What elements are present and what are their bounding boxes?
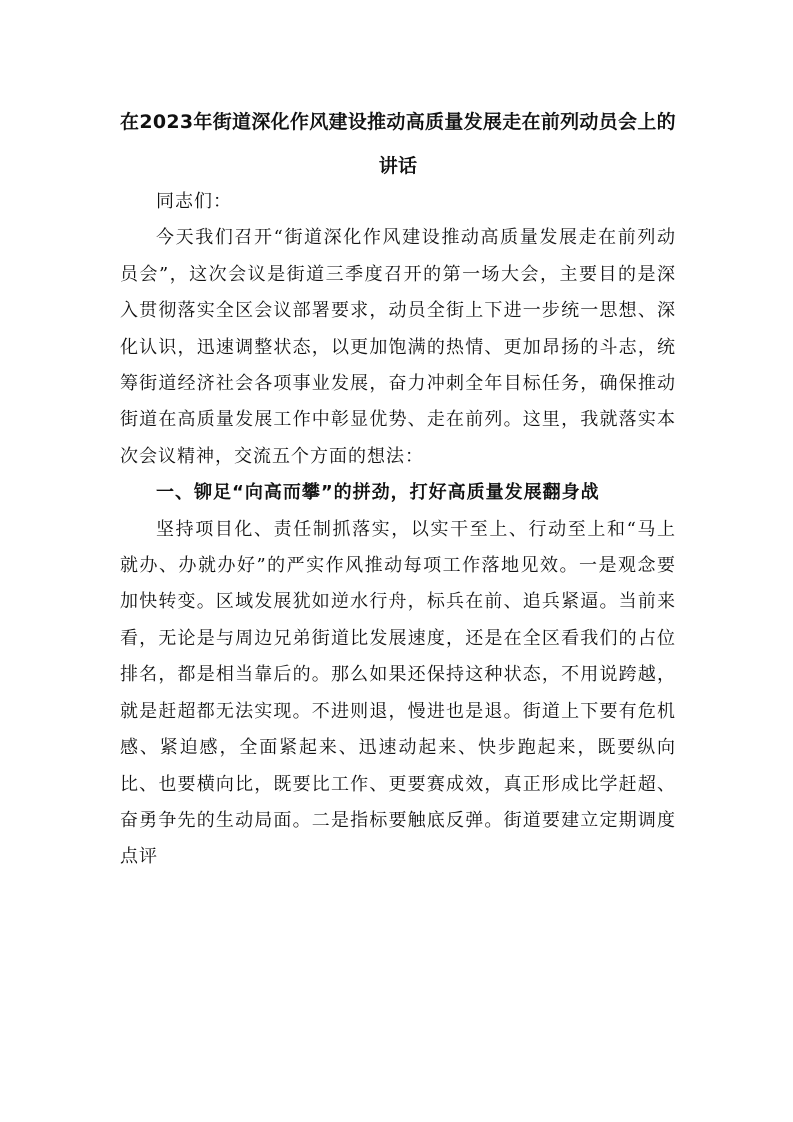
document-title: 在2023年街道深化作风建设推动高质量发展走在前列动员会上的讲话: [120, 111, 676, 177]
salutation: 同志们：: [156, 191, 232, 212]
intro-paragraph: 今天我们召开“街道深化作风建设推动高质量发展走在前列动员会”，这次会议是街道三季度召开的第一场大会，主要目的是深入贯彻落实全区会议部署要求，动员全街上下进一步统一思想、深化认识，迅速调整状态，以更加饱满的热情、更加昂扬的斗志，统筹街道经济社会各项事业发展，奋力冲刺全年目标任务，确保推动街道在高质量发展工作中彰显优势、走在前列。这里，我就落实本次会议精神，交流五个方面的想法：: [120, 227, 676, 467]
document-body: [120, 184, 676, 876]
section-paragraph-1: 坚持项目化、责任制抓落实，以实干至上、行动至上和“马上就办、办就办好”的严实作风推动每项工作落地见效。一是观念要加快转变。区域发展犹如逆水行舟，标兵在前、追兵紧逼。当前来看，无论是与周边兄弟街道比发展速度，还是在全区看我们的占位排名，都是相当靠后的。那么如果还保持这种状态，不用说跨越，就是赶超都无法实现。不进则退，慢进也是退。街道上下要有危机感、紧迫感，全面紧起来、迅速动起来、快步跑起来，既要纵向比、也要横向比，既要比工作、更要赛成效，真正形成比学赶超、奋勇争先的生动局面。二是指标要触底反弹。街道要建立定期调度点评: [120, 518, 676, 868]
section-heading-1: 一、铆足“向高而攀”的拼劲，打好高质量发展翻身战: [156, 482, 600, 504]
